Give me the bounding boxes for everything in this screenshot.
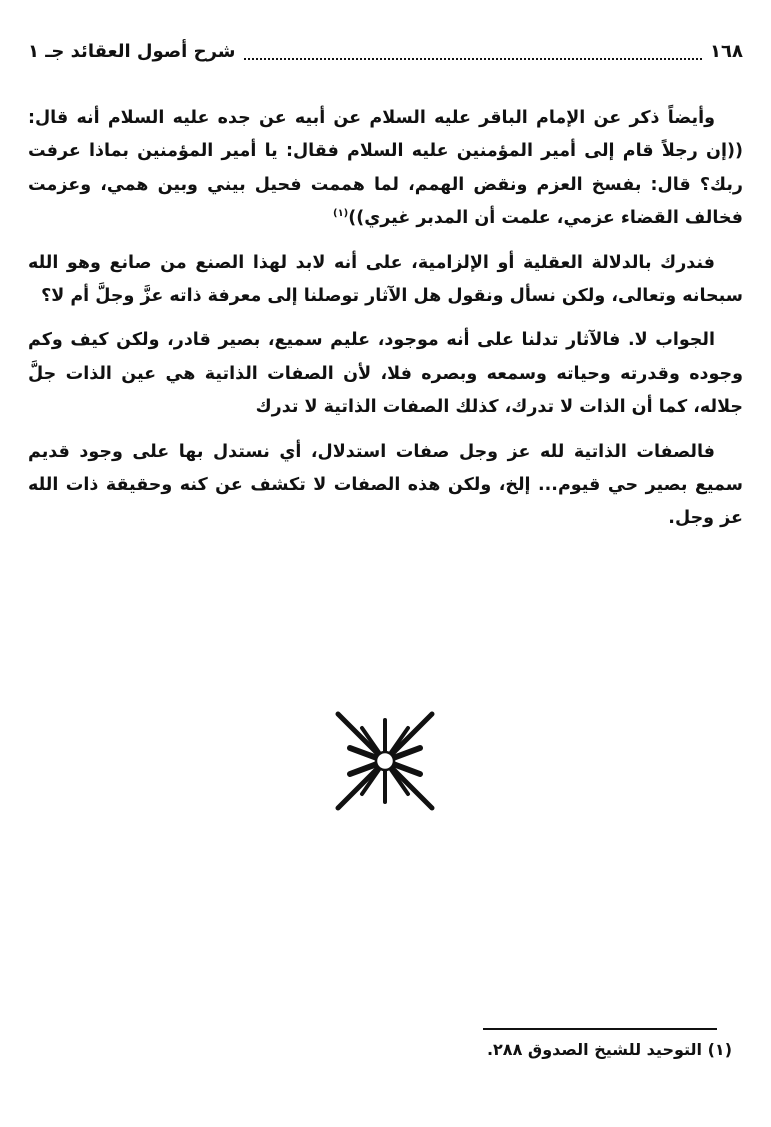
footnote-text: التوحيد للشيخ الصدوق ٢٨٨.: [486, 1040, 703, 1059]
paragraph-3: الجواب لا. فالآثار تدلنا على أنه موجود، عليم سميع، بصير قادر، ولكن كيف وكم وجوده وقدرته وحياته وسمعه وبصره فلا، لأن الصفات الذاتية هي عين الذات جلَّ جلاله، كما أن الذات لا تدرك، كذلك الصفات الذاتية لا تدرك: [28, 330, 743, 418]
paragraph-1-text: وأيضاً ذكر عن الإمام الباقر عليه السلام عن أبيه عن جده عليه السلام أنه قال: ((إن رجلاً قام إلى أمير المؤمنين عليه السلام فقال: يا أمير المؤمنين بماذا عرفت ربك؟ قال: بفسخ العزم ونقض الهمم، لما هممت فحيل بيني وبين همي، وعزمت فخالف القضاء عزمي، علمت أن المدبر غيري)): [28, 108, 743, 229]
paragraph-2: فندرك بالدلالة العقلية أو الإلزامية، على أنه لابد لهذا الصنع من صانع وهو الله سبحانه وتعالى، ولكن نسأل ونقول هل الآثار توصلنا إلى معرفة ذاته عزَّ وجلَّ أم لا؟: [28, 252, 743, 307]
footnote-marker: (١): [707, 1040, 732, 1059]
paragraph-1: [28, 102, 743, 236]
footnote-divider: [483, 1028, 717, 1030]
footnote: [300, 1040, 732, 1059]
header-leader-dots: [244, 42, 703, 60]
page-header: [28, 36, 743, 66]
running-title: شرح أصول العقائد جـ ١: [28, 40, 236, 62]
starburst-ornament-icon: [330, 706, 440, 816]
footnote-reference: (١): [332, 208, 349, 220]
paragraph-4: فالصفات الذاتية لله عز وجل صفات استدلال، أي نستدل بها على وجود قديم سميع بصير حي قيوم... إلخ، ولكن هذه الصفات لا تكشف عن كنه وحقيقة ذات الله عز وجل.: [28, 441, 743, 529]
main-text: [28, 102, 743, 547]
page-number: ١٦٨: [710, 40, 743, 62]
